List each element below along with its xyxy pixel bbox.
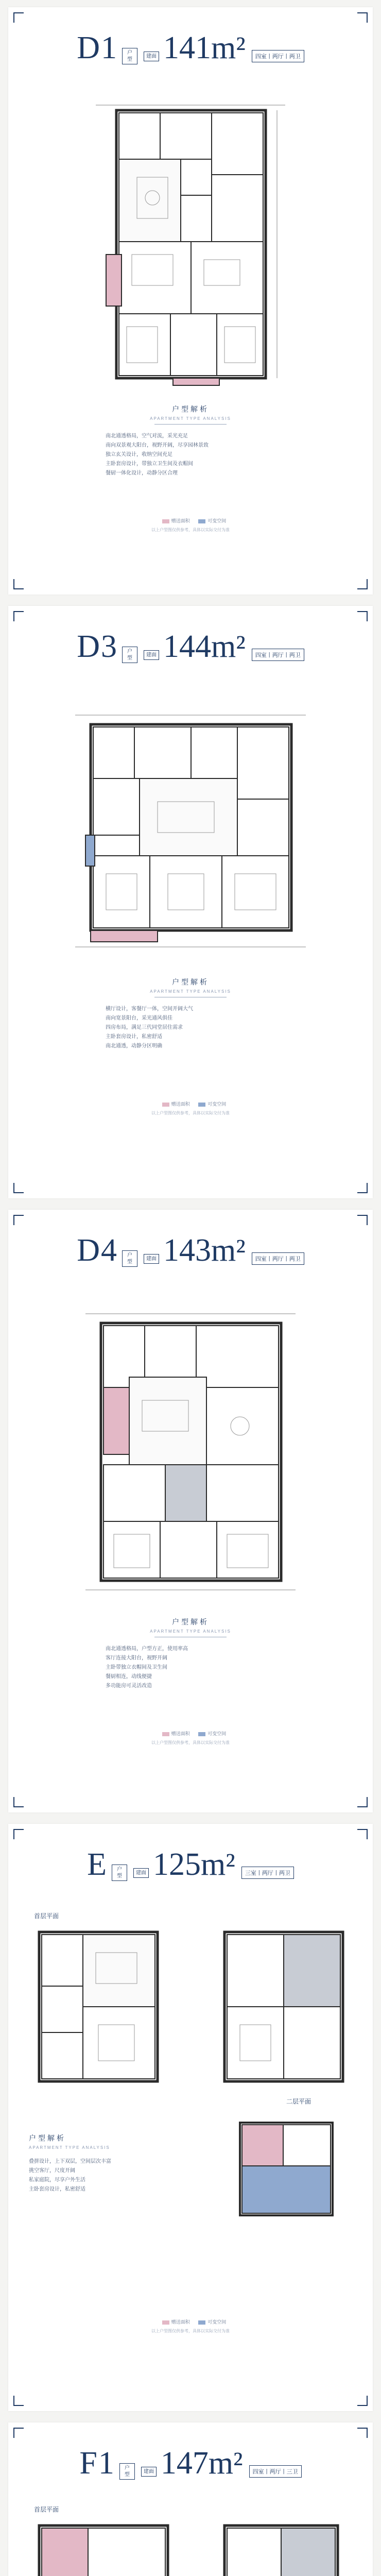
room-config-badge: 四室丨两厅丨两卫 xyxy=(252,1252,304,1265)
legend xyxy=(8,1730,373,1745)
legend-label: 可变空间 xyxy=(207,518,227,523)
floor-plan-drawing xyxy=(96,100,285,388)
analysis-section xyxy=(8,977,373,1051)
corner-decoration xyxy=(357,1797,368,1807)
unit-code: D1 xyxy=(77,30,118,65)
unit-card-d3 xyxy=(8,606,373,1198)
corner-decoration xyxy=(357,1215,368,1225)
floor-plan-drawing xyxy=(214,1922,353,2092)
feature-item: 主卧套房设计，私密舒适 xyxy=(106,1034,162,1040)
feature-item: 挑空客厅，尺度开阔 xyxy=(29,2168,75,2174)
corner-decoration xyxy=(13,1183,24,1193)
legend-label: 赠送面积 xyxy=(171,1731,190,1736)
corner-decoration xyxy=(357,1183,368,1193)
area-label-tag: 建面 xyxy=(144,650,159,660)
disclaimer: 以上户型图仅供参考，具体以实际交付为准 xyxy=(151,528,230,532)
corner-decoration xyxy=(13,2396,24,2406)
corner-decoration xyxy=(13,1829,24,1839)
analysis-section xyxy=(29,2133,204,2194)
disclaimer: 以上户型图仅供参考，具体以实际交付为准 xyxy=(151,1740,230,1745)
unit-area: 141m² xyxy=(163,30,246,65)
floor-plan xyxy=(75,709,306,951)
floor-plan xyxy=(85,1308,296,1596)
corner-decoration xyxy=(13,12,24,23)
floor-plan-drawing xyxy=(29,1922,168,2092)
feature-item: 横厅设计，客餐厅一体，空间开阔大气 xyxy=(106,1006,193,1012)
corner-decoration xyxy=(357,2396,368,2406)
analysis-subtitle: APARTMENT TYPE ANALYSIS xyxy=(29,2145,110,2150)
feature-item: 南向宽景阳台，采光通风俱佳 xyxy=(106,1015,172,1021)
legend-swatch-flex xyxy=(198,1103,205,1107)
feature-item: 餐厨相连，动线便捷 xyxy=(106,1674,152,1680)
floor-plan-first xyxy=(29,2515,178,2576)
legend-label: 赠送面积 xyxy=(171,1101,190,1107)
feature-list xyxy=(106,432,275,478)
legend-label: 赠送面积 xyxy=(171,2319,190,2325)
floor-label-first: 首层平面 xyxy=(34,1912,59,1920)
unit-title xyxy=(8,1232,373,1269)
unit-area: 143m² xyxy=(163,1233,246,1268)
feature-item: 餐厨一体化设计，动静分区合理 xyxy=(106,470,178,476)
disclaimer: 以上户型图仅供参考，具体以实际交付为准 xyxy=(151,2329,230,2333)
legend xyxy=(8,1100,373,1116)
feature-list xyxy=(29,2157,199,2194)
legend xyxy=(8,517,373,533)
analysis-subtitle: APARTMENT TYPE ANALYSIS xyxy=(150,1629,231,1634)
area-label-tag: 建面 xyxy=(144,1254,159,1264)
unit-title xyxy=(8,629,373,665)
feature-item: 主卧套房设计，私密舒适 xyxy=(29,2187,85,2192)
floor-label-upper: 二层平面 xyxy=(286,2098,311,2105)
analysis-title: 户型解析 xyxy=(172,405,209,413)
room-config-badge: 四室丨两厅丨两卫 xyxy=(252,649,304,661)
corner-decoration xyxy=(13,2428,24,2438)
unit-card-f1 xyxy=(8,2422,373,2576)
feature-item: 主卧带独立衣帽间及卫生间 xyxy=(106,1665,167,1670)
floor-plan-drawing xyxy=(230,2112,343,2226)
feature-item: 南北通透格局，户型方正，使用率高 xyxy=(106,1646,188,1652)
area-label-tag: 建面 xyxy=(144,52,159,61)
unit-type-tag: 户 型 xyxy=(119,2463,135,2480)
corner-decoration xyxy=(357,12,368,23)
unit-card-d4 xyxy=(8,1210,373,1812)
unit-title xyxy=(8,1846,373,1883)
analysis-subtitle: APARTMENT TYPE ANALYSIS xyxy=(150,416,231,421)
feature-item: 南北通透格局，空气对流，采光充足 xyxy=(106,433,188,439)
legend-swatch-gift xyxy=(162,2320,169,2325)
corner-decoration xyxy=(13,579,24,589)
analysis-section xyxy=(8,404,373,478)
unit-code: E xyxy=(87,1847,108,1882)
feature-item: 主卧套房设计，带独立卫生间及衣帽间 xyxy=(106,461,193,467)
floor-plan-drawing xyxy=(29,2515,178,2576)
floor-plan-upper xyxy=(214,1922,353,2092)
unit-code: D3 xyxy=(77,629,118,664)
disclaimer: 以上户型图仅供参考，具体以实际交付为准 xyxy=(151,1111,230,1115)
feature-item: 独立玄关设计，收纳空间充足 xyxy=(106,452,172,457)
feature-item: 叠拼设计，上下双层，空间层次丰富 xyxy=(29,2159,111,2164)
legend-swatch-gift xyxy=(162,519,169,523)
corner-decoration xyxy=(357,1829,368,1839)
legend-swatch-gift xyxy=(162,1732,169,1736)
room-config-badge: 四室丨两厅丨三卫 xyxy=(249,2465,302,2478)
corner-decoration xyxy=(357,611,368,621)
unit-type-tag: 户 型 xyxy=(122,1250,137,1267)
feature-item: 四房布局，满足三代同堂居住需求 xyxy=(106,1025,183,1030)
unit-type-tag: 户 型 xyxy=(112,1865,127,1881)
feature-item: 南向双景观大阳台，视野开阔，尽享园林景致 xyxy=(106,443,209,448)
feature-item: 多功能房可灵活改造 xyxy=(106,1683,152,1689)
unit-card-e xyxy=(8,1824,373,2411)
unit-area: 147m² xyxy=(160,2446,243,2481)
legend-label: 可变空间 xyxy=(207,1731,227,1736)
legend-swatch-flex xyxy=(198,519,205,523)
floor-plan-upper xyxy=(214,2515,348,2576)
unit-type-tag: 户 型 xyxy=(122,647,137,663)
area-label-tag: 建面 xyxy=(141,2467,157,2477)
corner-decoration xyxy=(13,611,24,621)
unit-title xyxy=(8,2445,373,2482)
unit-type-tag: 户 型 xyxy=(122,48,137,64)
floor-plan-detail xyxy=(230,2112,343,2226)
room-config-badge: 三室丨两厅丨两卫 xyxy=(241,1867,294,1879)
unit-area: 125m² xyxy=(153,1847,235,1882)
floor-label-first: 首层平面 xyxy=(34,2506,59,2513)
unit-code: F1 xyxy=(79,2446,115,2481)
floor-plan xyxy=(96,100,285,388)
floor-plan-drawing xyxy=(214,2515,348,2576)
feature-item: 私家庭院，尽享户外生活 xyxy=(29,2177,85,2183)
legend-label: 赠送面积 xyxy=(171,518,190,523)
corner-decoration xyxy=(357,2428,368,2438)
corner-decoration xyxy=(13,1215,24,1225)
legend xyxy=(8,2318,373,2334)
feature-list xyxy=(106,1645,275,1691)
unit-area: 144m² xyxy=(163,629,246,664)
analysis-title: 户型解析 xyxy=(29,2134,66,2142)
analysis-section xyxy=(8,1617,373,1691)
unit-code: D4 xyxy=(77,1233,118,1268)
divider xyxy=(154,424,227,425)
legend-swatch-flex xyxy=(198,2320,205,2325)
room-config-badge: 四室丨两厅丨两卫 xyxy=(252,50,304,62)
analysis-subtitle: APARTMENT TYPE ANALYSIS xyxy=(150,989,231,994)
feature-item: 南北通透，动静分区明确 xyxy=(106,1043,162,1049)
feature-item: 客厅连接大阳台，视野开阔 xyxy=(106,1655,167,1661)
corner-decoration xyxy=(357,579,368,589)
feature-list xyxy=(106,1005,275,1051)
floor-plan-first xyxy=(29,1922,168,2092)
analysis-title: 户型解析 xyxy=(172,1618,209,1626)
floor-plan-drawing xyxy=(85,1308,296,1596)
analysis-title: 户型解析 xyxy=(172,978,209,986)
unit-card-d1 xyxy=(8,7,373,595)
legend-swatch-gift xyxy=(162,1103,169,1107)
legend-label: 可变空间 xyxy=(207,2319,227,2325)
legend-label: 可变空间 xyxy=(207,1101,227,1107)
area-label-tag: 建面 xyxy=(133,1868,149,1878)
corner-decoration xyxy=(13,1797,24,1807)
legend-swatch-flex xyxy=(198,1732,205,1736)
floor-plan-drawing xyxy=(75,709,306,951)
unit-title xyxy=(8,30,373,66)
